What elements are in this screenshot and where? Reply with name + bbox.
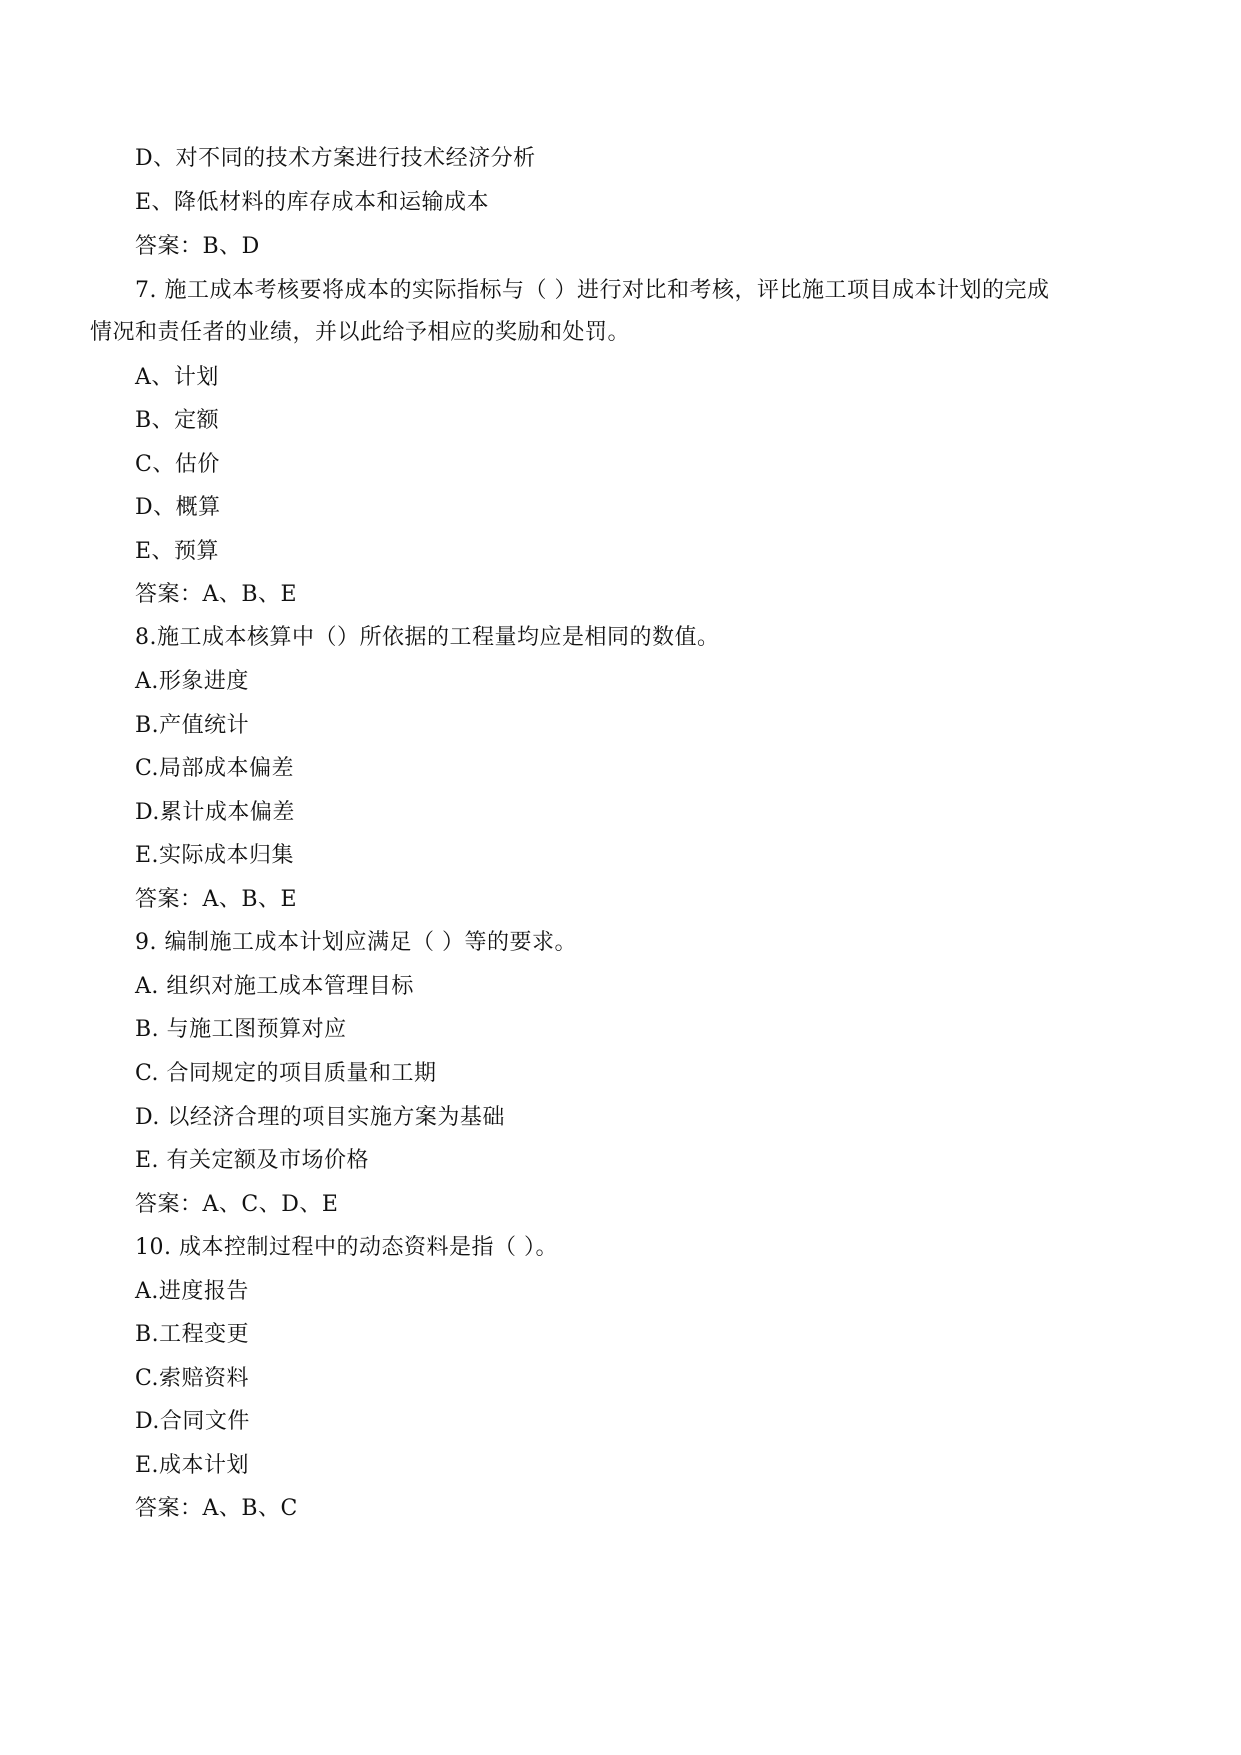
q7-option-d: D、概算 <box>135 495 221 520</box>
q6-answer: 答案：B、D <box>135 234 260 259</box>
q9-option-a: A. 组织对施工成本管理目标 <box>135 974 414 999</box>
q9-answer: 答案：A、C、D、E <box>135 1192 339 1217</box>
q7-question-line1: 7. 施工成本考核要将成本的实际指标与（ ）进行对比和考核，评比施工项目成本计划的完成 <box>135 278 1050 303</box>
q7-option-a: A、计划 <box>135 365 219 390</box>
q9-option-c: C. 合同规定的项目质量和工期 <box>135 1061 437 1086</box>
q7-option-e: E、预算 <box>135 539 220 564</box>
q8-option-c: C.局部成本偏差 <box>135 756 295 781</box>
q10-option-d: D.合同文件 <box>135 1409 250 1434</box>
q7-answer: 答案：A、B、E <box>135 582 298 607</box>
q9-option-e: E. 有关定额及市场价格 <box>135 1148 370 1173</box>
q8-option-b: B.产值统计 <box>135 713 250 738</box>
q8-option-e: E.实际成本归集 <box>135 843 295 868</box>
q8-option-d: D.累计成本偏差 <box>135 800 295 825</box>
q6-option-d: D、对不同的技术方案进行技术经济分析 <box>135 146 536 171</box>
q9-option-b: B. 与施工图预算对应 <box>135 1017 347 1042</box>
q9-question: 9. 编制施工成本计划应满足（ ）等的要求。 <box>135 930 577 955</box>
q7-option-c: C、估价 <box>135 452 220 477</box>
q7-option-b: B、定额 <box>135 408 220 433</box>
q7-question-line2: 情况和责任者的业绩，并以此给予相应的奖励和处罚。 <box>90 320 631 345</box>
q10-question: 10. 成本控制过程中的动态资料是指（ ）。 <box>135 1235 558 1260</box>
q10-option-e: E.成本计划 <box>135 1453 250 1478</box>
q10-option-a: A.进度报告 <box>135 1279 249 1304</box>
q8-option-a: A.形象进度 <box>135 669 249 694</box>
q10-option-b: B.工程变更 <box>135 1322 250 1347</box>
q10-answer: 答案：A、B、C <box>135 1496 298 1521</box>
q6-option-e: E、降低材料的库存成本和运输成本 <box>135 190 490 215</box>
q8-question: 8.施工成本核算中（）所依据的工程量均应是相同的数值。 <box>135 625 720 650</box>
q10-option-c: C.索赔资料 <box>135 1366 250 1391</box>
q9-option-d: D. 以经济合理的项目实施方案为基础 <box>135 1105 505 1130</box>
q8-answer: 答案：A、B、E <box>135 887 298 912</box>
